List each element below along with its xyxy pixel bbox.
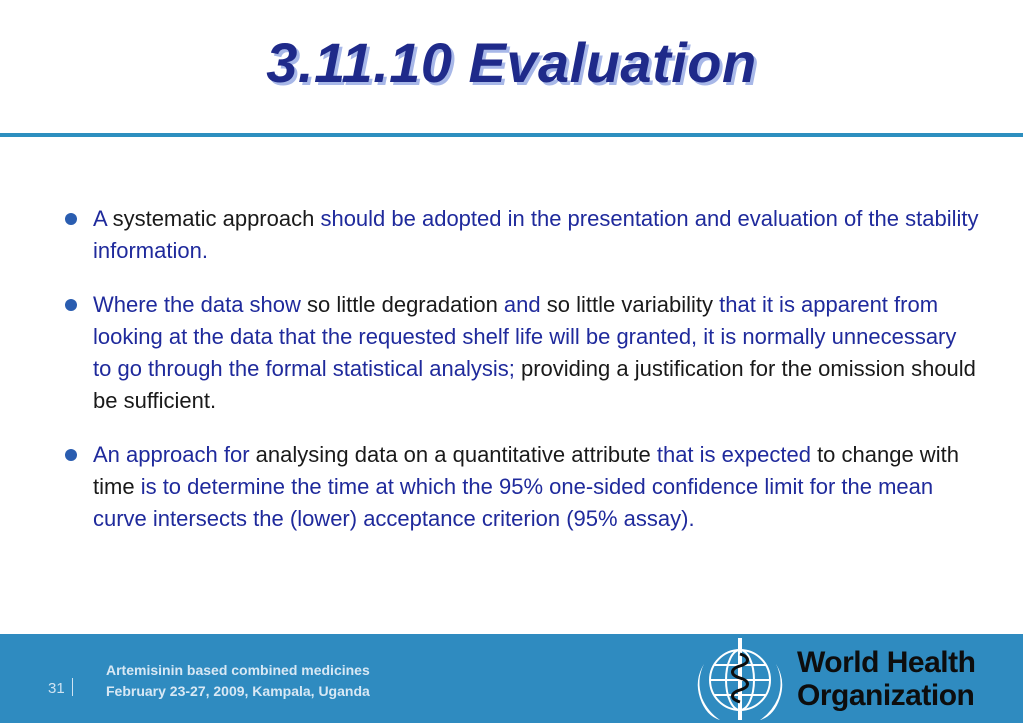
bullet-list: [60, 203, 980, 557]
bullet-item: [60, 439, 980, 535]
bullet-segment: that it is apparent from looking at the data that the requested shelf life will be granted, it is normally unnecessary to go through the formal statistical analysis;: [93, 292, 957, 381]
bullet-item: [60, 289, 980, 417]
bullet-dot-icon: [65, 299, 77, 311]
title-divider: [0, 133, 1023, 137]
bullet-segment: Where the data show: [93, 292, 308, 317]
slide-title: 3.11.10 Evaluation: [266, 31, 757, 94]
bullet-segment: An approach for: [93, 442, 256, 467]
bullet-segment: so little variability: [546, 292, 720, 317]
bullet-item: [60, 203, 980, 267]
footer-line-2: February 23-27, 2009, Kampala, Uganda: [106, 683, 370, 699]
bullet-segment: systematic approach: [112, 206, 321, 231]
bullet-segment: is to determine the time at which the 95% one-sided confidence limit for the mean curve intersects the (lower) acceptance criterion (95% assay).: [93, 474, 934, 531]
bullet-segment: analysing data on a quantitative attribute: [255, 442, 657, 467]
bullet-dot-icon: [65, 213, 77, 225]
bullet-segment: and: [503, 292, 547, 317]
slide-footer: [0, 634, 1023, 723]
page-separator: [72, 678, 73, 696]
footer-caption: [106, 660, 370, 702]
footer-line-1: Artemisinin based combined medicines: [106, 662, 370, 678]
org-line-2: Organization: [797, 679, 975, 712]
bullet-segment: to change with time: [93, 442, 959, 499]
org-line-1: World Health: [797, 646, 976, 679]
bullet-segment: so little degradation: [307, 292, 504, 317]
bullet-segment: A: [93, 206, 113, 231]
bullet-segment: that is expected: [656, 442, 818, 467]
bullet-segment: providing a justification for the omission should be sufficient.: [93, 356, 976, 413]
who-emblem-icon: [690, 634, 790, 723]
who-logo-text: [797, 646, 975, 712]
bullet-segment: should be adopted in the presentation and evaluation of the stability information.: [93, 206, 979, 263]
bullet-dot-icon: [65, 449, 77, 461]
page-number: 31: [48, 680, 65, 697]
